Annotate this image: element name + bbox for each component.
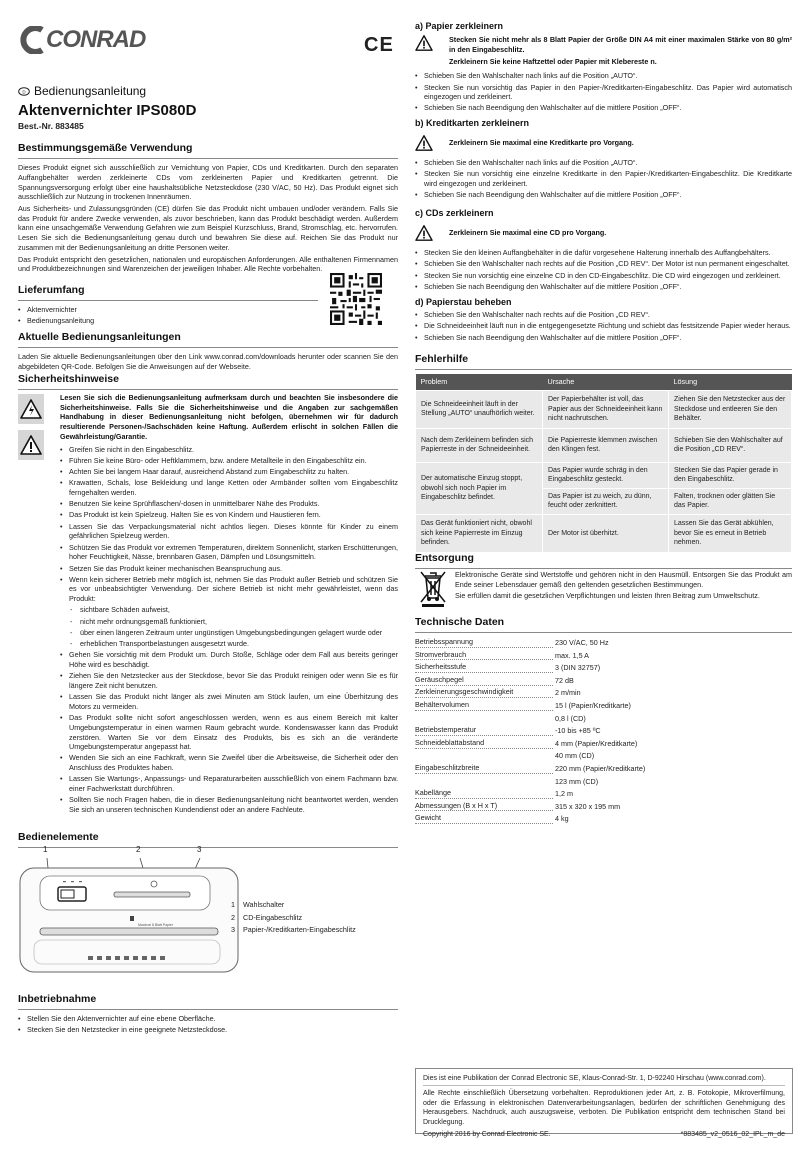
safety-body xyxy=(60,393,398,816)
spec-row xyxy=(415,811,792,824)
spec-value: -10 bis +85 ºC xyxy=(555,726,601,736)
jam-step: • Schieben Sie den Wahlschalter nach rechts auf die Position „CD REV“. xyxy=(415,310,792,320)
spec-row xyxy=(415,723,792,736)
scope-item: • Aktenvernichter xyxy=(18,305,318,315)
safety-item: • Schützen Sie das Produkt vor extremen Temperaturen, direktem Sonnenlicht, starken Erschütterungen, hoher Feuchtigkeit, Nässe, brennbaren Gasen, Dämpfen und Lösungsmitteln. xyxy=(60,543,398,562)
cards-step: • Schieben Sie nach Beendigung den Wahlschalter auf die mittlere Position „OFF“. xyxy=(415,190,792,200)
cds-step: • Stecken Sie nun vorsichtig eine einzelne CD in den CD-Eingabeschlitz. Die CD wird eingezogen und zerkleinert. xyxy=(415,271,792,281)
spec-key: Geräuschpegel xyxy=(415,675,553,686)
section-paper xyxy=(415,20,792,115)
trouble-cell: Die Schneideeinheit läuft in der Stellung „AUTO“ unaufhörlich weiter. xyxy=(416,390,543,428)
intended-use-p3: Das Produkt entspricht den gesetzlichen, nationalen und europäischen Anforderungen. Alle enthaltenen Firmennamen und Produktbezeichnungen sind Warenzeichen der jeweiligen Inhaber. Alle Rechte vorbehalten. xyxy=(18,254,398,274)
spec-value: 123 mm (CD) xyxy=(555,776,599,786)
legend-label: CD-Eingabeschlitz xyxy=(243,912,303,922)
disposal-p1: Elektronische Geräte sind Wertstoffe und gehören nicht in den Hausmüll. Entsorgen Sie das Produkt am Ende seiner Lebensdauer gemäß den geltenden gesetzlichen Bestimmungen. xyxy=(455,570,792,589)
spec-key: Abmessungen (B x H x T) xyxy=(415,801,553,812)
safety-item: • Wenden Sie sich an eine Fachkraft, wenn Sie Zweifel über die Arbeitsweise, die Sicherheit oder den Anschluss des Produktes haben. xyxy=(60,753,398,772)
footer-copyright: Copyright 2016 by Conrad Electronic SE. xyxy=(423,1131,551,1139)
spec-value: 220 mm (Papier/Kreditkarte) xyxy=(555,763,646,773)
startup-item: • Stecken Sie den Netzstecker in eine geeignete Netzsteckdose. xyxy=(18,1025,398,1035)
spec-row xyxy=(415,673,792,686)
publisher-footer xyxy=(415,1068,793,1139)
spec-value: 4 mm (Papier/Kreditkarte) xyxy=(555,738,638,748)
jam-heading: d) Papierstau beheben xyxy=(415,297,512,307)
cards-heading: b) Kreditkarten zerkleinern xyxy=(415,118,530,128)
trouble-cell: Der Motor ist überhitzt. xyxy=(543,514,669,552)
jam-step: • Schieben Sie nach Beendigung den Wahlschalter auf die mittlere Position „OFF“. xyxy=(415,333,792,343)
cds-step: • Schieben Sie nach Beendigung den Wahlschalter auf die mittlere Position „OFF“. xyxy=(415,282,792,292)
callout-1: 1 xyxy=(43,845,48,854)
warning-icon-box xyxy=(18,430,44,460)
section-paper-jam xyxy=(415,296,792,344)
safety-heading: Sicherheitshinweise xyxy=(18,373,119,385)
cards-step: • Stecken Sie nun vorsichtig eine einzelne Kreditkarte in den Papier-/Kreditkarten-Eingabeschlitz. Die Kreditkarte wird eingezogen und zerkleinert. xyxy=(415,169,792,188)
safety-item: • Gehen Sie vorsichtig mit dem Produkt um. Durch Stoße, Schläge oder dem Fall aus bereits geringer Höhe wird es beschädigt. xyxy=(60,650,398,669)
spec-key: Behältervolumen xyxy=(415,700,553,711)
spec-value: 15 l (Papier/Kreditkarte) xyxy=(555,701,631,711)
spec-value: 40 mm (CD) xyxy=(555,751,595,761)
section-tech-data xyxy=(415,615,792,824)
safety-subitem: - über einen längeren Zeitraum unter ungünstigen Umgebungsbedingungen gelagert wurde oder xyxy=(60,628,398,638)
ce-mark: CE xyxy=(364,34,394,56)
spec-row xyxy=(415,786,792,799)
shredder-illustration xyxy=(18,846,240,978)
spec-value: 4 kg xyxy=(555,814,569,824)
spec-row xyxy=(415,698,792,711)
trouble-col-header: Lösung xyxy=(669,374,792,390)
trouble-cell: Schieben Sie den Wahlschalter auf die Position „CD REV“. xyxy=(669,428,792,462)
safety-intro: Lesen Sie sich die Bedienungsanleitung aufmerksam durch und beachten Sie insbesondere die Sicherheitshinweise. Falls Sie die Sicherheitshinweise und die Angaben zur sachgemäßen Handhabung in dieser Bedienungsanleitung nicht befolgen, übernehmen wir für dadurch resultierende Personen-/Sachschäden keine Haftung. Außerdem erlischt in solchen Fällen die Gewährleistung/Garantie. xyxy=(60,393,398,441)
trouble-table xyxy=(415,374,792,553)
table-row xyxy=(416,462,792,488)
safety-item: • Lassen Sie Wartungs-, Anpassungs- und Reparaturarbeiten ausschließlich von einem Fachmann bzw. einer Fachwerkstatt durchführen. xyxy=(60,774,398,793)
cds-warning xyxy=(415,225,792,241)
table-row xyxy=(416,428,792,462)
spec-value: 2 m/min xyxy=(555,688,581,698)
cards-step: • Schieben Sie den Wahlschalter nach links auf die Position „AUTO“. xyxy=(415,158,792,168)
cds-step: • Stecken Sie den kleinen Auffangbehälter in die dafür vorgesehene Halterung innerhalb des Auffangbehälters. xyxy=(415,248,792,258)
qr-code[interactable] xyxy=(330,273,382,325)
trouble-heading: Fehlerhilfe xyxy=(415,353,469,365)
paper-step: • Schieben Sie nach Beendigung den Wahlschalter auf die mittlere Position „OFF“. xyxy=(415,103,792,113)
safety-item: • Führen Sie keine Büro- oder Heftklammern, bzw. andere Metallteile in den Eingabeschlitz ein. xyxy=(60,456,398,466)
section-safety xyxy=(18,372,398,394)
warning-icon xyxy=(415,35,433,51)
intended-use-heading: Bestimmungsgemäße Verwendung xyxy=(18,142,193,154)
cds-heading: c) CDs zerkleinern xyxy=(415,208,494,218)
electric-hazard-icon xyxy=(20,399,42,419)
table-row xyxy=(416,390,792,428)
spec-row xyxy=(415,648,792,661)
controls-heading: Bedienelemente xyxy=(18,831,99,843)
spec-row xyxy=(415,635,792,648)
spec-row xyxy=(415,660,792,673)
callout-3: 3 xyxy=(197,845,202,854)
brand-name: CONRAD xyxy=(46,26,146,53)
trouble-col-header: Problem xyxy=(416,374,543,390)
trouble-cell: Das Papier wurde schräg in den Eingabeschlitz gesteckt. xyxy=(543,462,669,488)
safety-subitem: - erheblichen Transportbelastungen ausgesetzt wurde. xyxy=(60,639,398,649)
safety-item: • Setzen Sie das Produkt keiner mechanischen Beanspruchung aus. xyxy=(60,564,398,574)
spec-key: Eingabeschlitzbreite xyxy=(415,763,553,774)
section-troubleshooting xyxy=(415,352,792,553)
spec-row xyxy=(415,736,792,749)
paper-step: • Schieben Sie den Wahlschalter nach links auf die Position „AUTO“. xyxy=(415,71,792,81)
trouble-cell: Der automatische Einzug stoppt, obwohl sich noch Papier im Eingabeschlitz befindet. xyxy=(416,462,543,514)
disposal-p2: Sie erfüllen damit die gesetzlichen Verpflichtungen und leisten Ihren Beitrag zum Umweltschutz. xyxy=(455,591,760,601)
spec-value: max. 1,5 A xyxy=(555,650,589,660)
trouble-cell: Der Papierbehälter ist voll, das Papier aus der Schneideeinheit kann nicht nachrutschen. xyxy=(543,390,669,428)
footer-publisher: Dies ist eine Publikation der Conrad Electronic SE, Klaus-Conrad-Str. 1, D-92240 Hirschau (www.conrad.com). xyxy=(423,1075,766,1082)
startup-item: • Stellen Sie den Aktenvernichter auf eine ebene Oberfläche. xyxy=(18,1014,398,1024)
paper-warning-1: Stecken Sie nicht mehr als 8 Blatt Papier der Größe DIN A4 mit einer maximalen Stärke von 80 g/m² in den Eingabeschlitz. xyxy=(449,35,792,54)
safety-item: • Achten Sie bei langem Haar darauf, ausreichend Abstand zum Eingabeschlitz zu halten. xyxy=(60,467,398,477)
safety-item: • Das Produkt sollte nicht sofort angeschlossen werden, wenn es aus einem Bereich mit kalter Umgebungstemperatur in einen warmen Raum gebracht wurde. Kondenswasser kann das Produkt zerstören. Warten Sie vor dem Einsatz des Produkts, bis es sich an die veränderte Umgebungstemperatur angepasst hat. xyxy=(60,713,398,752)
safety-item: • Sollten Sie noch Fragen haben, die in dieser Bedienungsanleitung nicht beantwortet werden, wenden Sie sich an unseren technischen Kundendienst oder an andere Fachleute. xyxy=(60,795,398,814)
spec-row xyxy=(415,761,792,774)
paper-heading: a) Papier zerkleinern xyxy=(415,21,504,31)
language-de-icon xyxy=(18,87,30,96)
paper-warning xyxy=(415,35,792,68)
trouble-cell: Stecken Sie das Papier gerade in den Eingabeschlitz. xyxy=(669,462,792,488)
cds-warning-text: Zerkleinern Sie maximal eine CD pro Vorgang. xyxy=(449,228,607,238)
spec-key: Stromverbrauch xyxy=(415,650,553,661)
trouble-cell: Die Papierreste klemmen zwischen den Klingen fest. xyxy=(543,428,669,462)
spec-key: Schneideblattabstand xyxy=(415,738,553,749)
startup-heading: Inbetriebnahme xyxy=(18,993,97,1005)
safety-subitem: - nicht mehr ordnungsgemäß funktioniert, xyxy=(60,617,398,627)
device-label: Maximal 8 Blatt Papier xyxy=(138,923,174,927)
safety-item: • Lassen Sie das Produkt nicht länger als zwei Minuten am Stück laufen, um eine Überhitzung des Motors zu vermeiden. xyxy=(60,692,398,711)
spec-key: Betriebsspannung xyxy=(415,637,553,648)
manual-title: Bedienungsanleitung xyxy=(34,84,147,98)
footer-rights: Alle Rechte einschließlich Übersetzung vorbehalten. Reproduktionen jeder Art, z. B. Fotokopie, Mikroverfilmung, oder die Erfassung in elektronischen Datenverarbeitungsanlagen, bedürfen der schriftlichen Genehmigung des Herausgebers. Nachdruck, auch auszugsweise, verboten. Die Publikation entspricht dem technischen Stand bei Drucklegung. xyxy=(423,1090,785,1126)
svg-text:D: D xyxy=(22,88,26,94)
spec-row xyxy=(415,749,792,762)
spec-key: Kabellänge xyxy=(415,788,553,799)
scope-heading: Lieferumfang xyxy=(18,284,85,296)
electric-hazard-icon-box xyxy=(18,394,44,424)
section-current-manuals xyxy=(18,330,398,374)
trouble-cell: Das Gerät funktioniert nicht, obwohl sich keine Papierreste im Einzug befinden. xyxy=(416,514,543,552)
spec-key: Gewicht xyxy=(415,813,553,824)
safety-item: • Das Produkt ist kein Spielzeug. Halten Sie es von Kindern und Haustieren fern. xyxy=(60,510,398,520)
spec-row xyxy=(415,711,792,724)
spec-key: Betriebstemperatur xyxy=(415,725,553,736)
safety-item: • Greifen Sie nicht in den Eingabeschlitz. xyxy=(60,445,398,455)
tech-heading: Technische Daten xyxy=(415,616,505,628)
warning-icon xyxy=(415,135,433,151)
safety-item: • Benutzen Sie keine Sprühflaschen/-dosen in unmittelbarer Nähe des Produkts. xyxy=(60,499,398,509)
manual-heading xyxy=(18,83,398,99)
disposal-body xyxy=(455,570,792,603)
spec-value: 72 dB xyxy=(555,675,574,685)
spec-value: 0,8 l (CD) xyxy=(555,713,586,723)
spec-value: 315 x 320 x 195 mm xyxy=(555,801,621,811)
section-intended-use xyxy=(18,141,398,276)
legend-number: 1 xyxy=(231,900,235,909)
legend-label: Papier-/Kreditkarten-Eingabeschlitz xyxy=(243,925,356,935)
product-title: Aktenvernichter IPS080D xyxy=(18,102,197,119)
current-manuals-heading: Aktuelle Bedienungsanleitungen xyxy=(18,331,181,343)
cards-warning xyxy=(415,135,792,151)
weee-bin-icon xyxy=(419,568,447,608)
spec-key: Sicherheitsstufe xyxy=(415,662,553,673)
safety-item: • Ziehen Sie den Netzstecker aus der Steckdose, bevor Sie das Produkt reinigen oder wenn Sie es für längere Zeit nicht benutzen. xyxy=(60,671,398,690)
safety-item: • Krawatten, Schals, lose Bekleidung und lange Ketten oder Armbänder sollten vom Eingabeschlitz ferngehalten werden. xyxy=(60,478,398,497)
order-number: Best.-Nr. 883485 xyxy=(18,121,84,131)
conrad-logo xyxy=(18,24,145,56)
legend-number: 3 xyxy=(231,925,235,935)
spec-value: 3 (DIN 32757) xyxy=(555,663,601,673)
scope-item: • Bedienungsanleitung xyxy=(18,316,318,326)
legend-number: 2 xyxy=(231,912,235,922)
spec-row xyxy=(415,686,792,699)
trouble-cell: Lassen Sie das Gerät abkühlen, bevor Sie es erneut in Betrieb nehmen. xyxy=(669,514,792,552)
trouble-cell: Ziehen Sie den Netzstecker aus der Steckdose und entleeren Sie den Behälter. xyxy=(669,390,792,428)
warning-icon xyxy=(415,225,433,241)
jam-step: • Die Schneideeinheit läuft nun in die entgegengesetzte Richtung und schiebt das festsitzende Papier wieder heraus. xyxy=(415,321,792,331)
intended-use-p2: Aus Sicherheits- und Zulassungsgründen (CE) dürfen Sie das Produkt nicht umbauen und/oder verändern. Falls Sie das Produkt für andere Zwecke verwenden, als zuvor beschrieben, kann das Produkt beschädigt werden. Außerdem kann eine unsachgemäße Verwendung Gefahren wie zum Beispiel Kurzschluss, Brand, Stromschlag, etc. hervorrufen. Lesen Sie sich die Bedienungsanleitung genau durch und bewahren Sie diese auf. Reichen Sie das Produkt nur zusammen mit der Bedienungsanleitung an dritte Personen weiter. xyxy=(18,204,398,252)
safety-item: • Wenn kein sicherer Betrieb mehr möglich ist, nehmen Sie das Produkt außer Betrieb und schützen Sie es vor unbeabsichtigter Verwendung. Der sichere Betrieb ist nicht mehr gewährleistet, wenn das Produkt: xyxy=(60,575,398,604)
current-manuals-text: Laden Sie aktuelle Bedienungsanleitungen über den Link www.conrad.com/downloads herunter oder scannen Sie den abgebildeten QR-Code. Befolgen Sie die Anweisungen auf der Webseite. xyxy=(18,352,398,371)
trouble-col-header: Ursache xyxy=(543,374,669,390)
spec-value: 1,2 m xyxy=(555,789,573,799)
section-startup xyxy=(18,992,398,1037)
spec-row xyxy=(415,774,792,787)
callout-2: 2 xyxy=(136,845,141,854)
cards-warning-text: Zerkleinern Sie maximal eine Kreditkarte pro Vorgang. xyxy=(449,138,634,148)
trouble-cell: Nach dem Zerkleinern befinden sich Papierreste in der Schneideeinheit. xyxy=(416,428,543,462)
trouble-cell: Das Papier ist zu weich, zu dünn, feucht oder zerknittert. xyxy=(543,488,669,514)
safety-subitem: - sichtbare Schäden aufweist, xyxy=(60,605,398,615)
spec-value: 230 V/AC, 50 Hz xyxy=(555,638,609,648)
spec-key: Zerkleinerungsgeschwindigkeit xyxy=(415,687,553,698)
section-cds xyxy=(415,207,792,293)
spec-list xyxy=(415,635,792,824)
footer-doc-code: *883485_v2_0516_02_IPL_m_de xyxy=(680,1131,785,1139)
controls-legend xyxy=(231,900,396,935)
cds-step: • Schieben Sie den Wahlschalter nach rechts auf die Position „CD REV“. Der Motor ist nun permanent eingeschaltet. xyxy=(415,259,792,269)
safety-item: • Lassen Sie das Verpackungsmaterial nicht achtlos liegen. Dieses könnte für Kinder zu einem gefährlichen Spielzeug werden. xyxy=(60,522,398,541)
paper-warning-2: Zerkleinern Sie keine Haftzettel oder Papier mit Klebereste n. xyxy=(449,56,657,66)
spec-row xyxy=(415,799,792,812)
trouble-cell: Falten, trocknen oder glätten Sie das Papier. xyxy=(669,488,792,514)
disposal-heading: Entsorgung xyxy=(415,552,474,564)
warning-icon xyxy=(20,435,42,455)
section-credit-cards xyxy=(415,117,792,202)
paper-step: • Stecken Sie nun vorsichtig das Papier in den Papier-/Kreditkarten-Eingabeschlitz. Das Papier wird automatisch eingezogen und zerkleinert. xyxy=(415,83,792,102)
table-row xyxy=(416,514,792,552)
section-scope xyxy=(18,283,318,328)
intended-use-p1: Dieses Produkt eignet sich ausschließlich zur Vernichtung von Papier, CDs und Kreditkarten. Durch den separaten Auffangbehälter werden zerkleinerte CDs vom zerkleinerten Papier und Kreditkarten getrennt. Die Spannungsversorgung erfolgt über eine haushaltsübliche Netzsteckdose (230 V/AC, 50 Hz). Das Produkt eignet sich ausschließlich zur Nutzung in trockenen Innenräumen. xyxy=(18,163,398,202)
legend-label: Wahlschalter xyxy=(243,900,285,909)
